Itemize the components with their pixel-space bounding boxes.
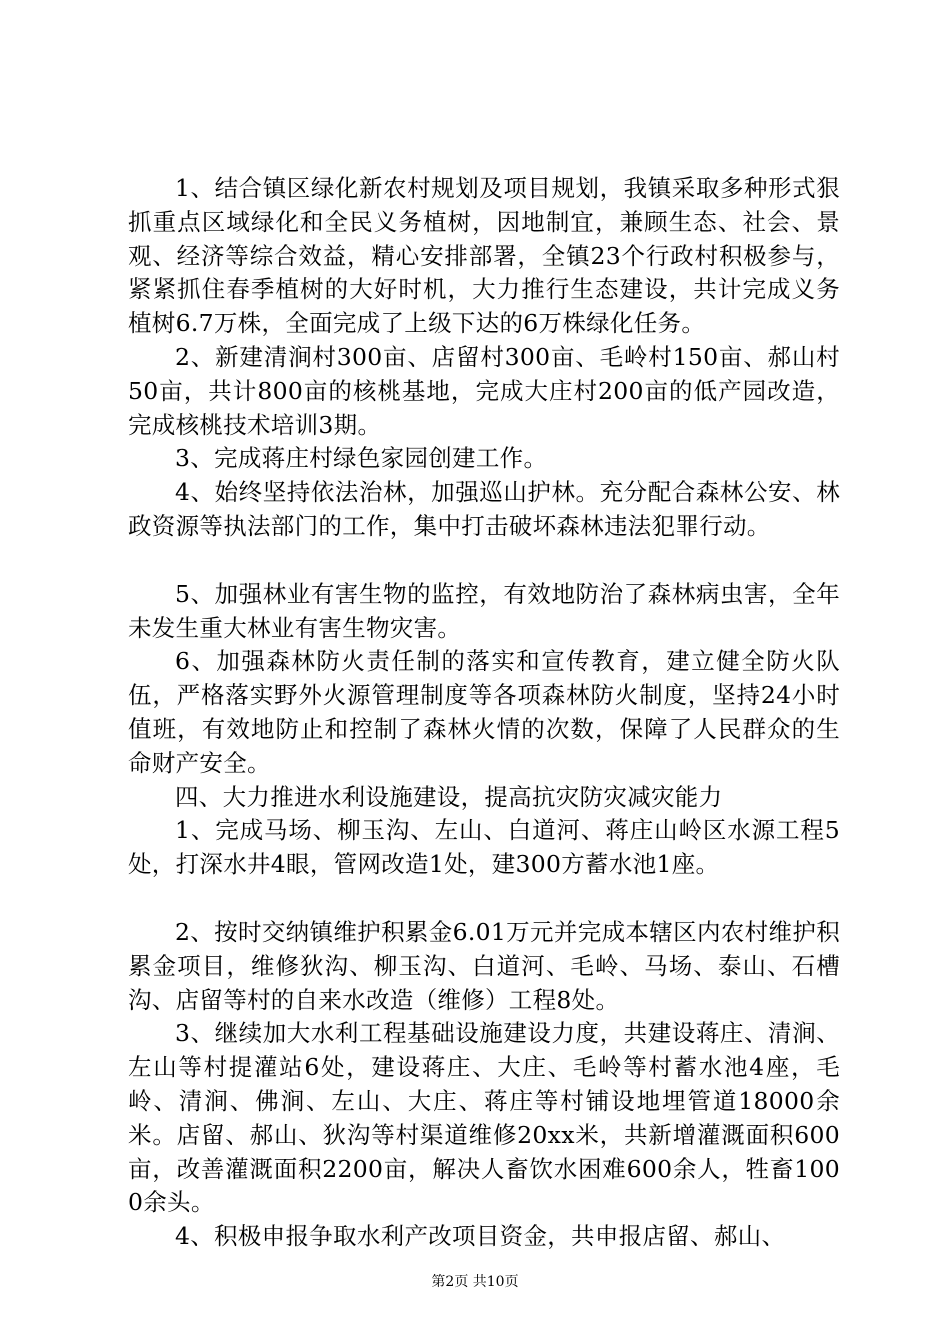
- paragraph-gap: [128, 882, 840, 916]
- paragraph-afforestation: 1、结合镇区绿化新农村规划及项目规划，我镇采取多种形式狠抓重点区域绿化和全民义务植树，因地制宜，兼顾生态、社会、景观、经济等综合效益，精心安排部署，全镇23个行政村积极参与，紧紧抓住春季植树的大好时机，大力推行生态建设，共计完成义务植树6.7万株，全面完成了上级下达的6万株绿化任务。: [128, 174, 840, 338]
- paragraph-fire-prevention: 6、加强森林防火责任制的落实和宣传教育，建立健全防火队伍，严格落实野外火源管理制度等各项森林防火制度，坚持24小时值班，有效地防止和控制了森林火情的次数，保障了人民群众的生命财产安全。: [128, 647, 840, 777]
- paragraph-maintenance-fund: 2、按时交纳镇维护积累金6.01万元并完成本辖区内农村维护积累金项目，维修狄沟、柳玉沟、白道河、毛岭、马场、泰山、石槽沟、店留等村的自来水改造（维修）工程8处。: [128, 917, 840, 1014]
- paragraph-walnut-base: 2、新建清涧村300亩、店留村300亩、毛岭村150亩、郝山村50亩，共计800亩的核桃基地，完成大庄村200亩的低产园改造，完成核桃技术培训3期。: [128, 342, 840, 439]
- paragraph-pest-control: 5、加强林业有害生物的监控，有效地防治了森林病虫害，全年未发生重大林业有害生物灾害。: [128, 579, 840, 642]
- paragraph-forest-law: 4、始终坚持依法治林，加强巡山护林。充分配合森林公安、林政资源等执法部门的工作，集中打击破坏森林违法犯罪行动。: [128, 478, 840, 540]
- paragraph-irrigation: 3、继续加大水利工程基础设施建设力度，共建设蒋庄、清涧、左山等村提灌站6处，建设蒋庄、大庄、毛岭等村蓄水池4座，毛岭、清涧、佛涧、左山、大庄、蒋庄等村铺设地埋管道18000余米。店留、郝山、狄沟等村渠道维修20xx米，共新增灌溉面积600亩，改善灌溉面积2200亩，解决人畜饮水困难600余人，牲畜1000余头。: [128, 1019, 840, 1217]
- paragraph-green-home: 3、完成蒋庄村绿色家园创建工作。: [175, 444, 548, 473]
- paragraph-project-funds: 4、积极申报争取水利产改项目资金，共申报店留、郝山、: [175, 1222, 786, 1251]
- page-footer: 第2页 共10页: [431, 1274, 519, 1290]
- paragraph-water-source: 1、完成马场、柳玉沟、左山、白道河、蒋庄山岭区水源工程5处，打深水井4眼，管网改造1处，建300方蓄水池1座。: [128, 816, 840, 879]
- paragraph-gap: [128, 544, 840, 578]
- document-body: [128, 172, 840, 1254]
- section-heading-water: 四、大力推进水利设施建设，提高抗灾防灾减灾能力: [175, 782, 723, 811]
